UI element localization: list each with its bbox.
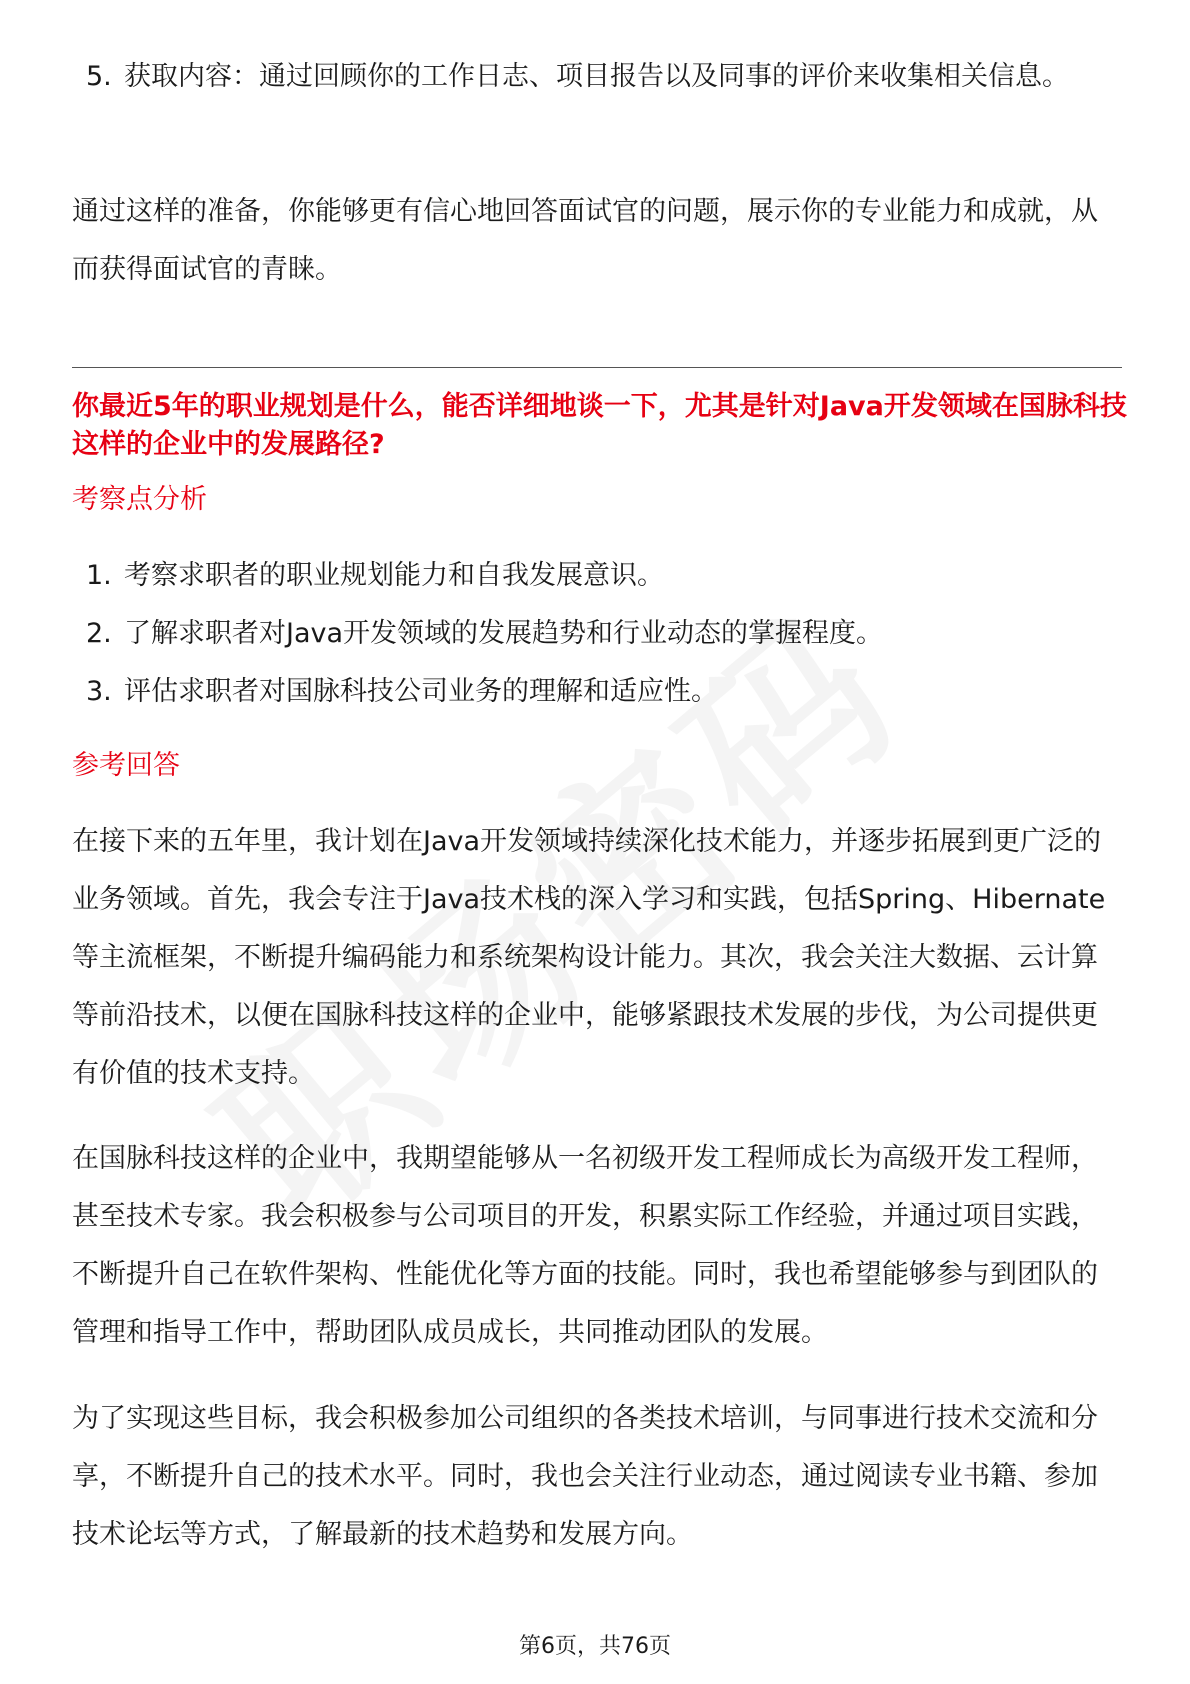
answer-paragraph: 为了实现这些目标，我会积极参加公司组织的各类技术培训，与同事进行技术交流和分享，不断提升自己的技术水平。同时，我也会关注行业动态，通过阅读专业书籍、参加技术论坛等方式，了解最新的技术趋势和发展方向。 <box>72 1403 1098 1550</box>
answer-paragraph-1-block <box>72 813 1122 1103</box>
list-item-text: 了解求职者对Java开发领域的发展趋势和行业动态的掌握程度。 <box>124 618 884 649</box>
list-item <box>72 547 1122 605</box>
list-item <box>72 48 1122 106</box>
top-list <box>72 48 1122 106</box>
list-item-number: 5. <box>86 61 112 92</box>
list-item-number: 1. <box>86 560 112 591</box>
analysis-heading: 考察点分析 <box>72 484 207 515</box>
list-item <box>72 605 1122 663</box>
answer-paragraph-3-block <box>72 1390 1122 1564</box>
list-item-text: 考察求职者的职业规划能力和自我发展意识。 <box>124 560 664 591</box>
list-item-number: 2. <box>86 618 112 649</box>
answer-paragraph-2-block <box>72 1130 1122 1362</box>
answer-paragraph: 在国脉科技这样的企业中，我期望能够从一名初级开发工程师成长为高级开发工程师，甚至技术专家。我会积极参与公司项目的开发，积累实际工作经验，并通过项目实践，不断提升自己在软件架构、性能优化等方面的技能。同时，我也希望能够参与到团队的管理和指导工作中，帮助团队成员成长，共同推动团队的发展。 <box>72 1143 1098 1348</box>
analysis-list <box>72 547 1122 721</box>
answer-heading: 参考回答 <box>72 750 180 781</box>
page-footer: 第6页，共76页 <box>519 1634 671 1659</box>
paragraph: 通过这样的准备，你能够更有信心地回答面试官的问题，展示你的专业能力和成就，从而获得面试官的青睐。 <box>72 196 1098 285</box>
list-item-number: 3. <box>86 676 112 707</box>
top-list-block <box>72 48 1122 106</box>
top-paragraph-block <box>72 183 1122 299</box>
answer-paragraph: 在接下来的五年里，我计划在Java开发领域持续深化技术能力，并逐步拓展到更广泛的业务领域。首先，我会专注于Java技术栈的深入学习和实践，包括Spring、Hibernate等主流框架，不断提升编码能力和系统架构设计能力。其次，我会关注大数据、云计算等前沿技术，以便在国脉科技这样的企业中，能够紧跟技术发展的步伐，为公司提供更有价值的技术支持。 <box>72 826 1106 1089</box>
analysis-list-block <box>72 547 1122 721</box>
list-item-text: 评估求职者对国脉科技公司业务的理解和适应性。 <box>124 676 718 707</box>
question-heading: 你最近5年的职业规划是什么，能否详细地谈一下，尤其是针对Java开发领域在国脉科技这样的企业中的发展路径? <box>72 391 1127 460</box>
list-item <box>72 663 1122 721</box>
divider <box>72 367 1122 368</box>
list-item-text: 获取内容：通过回顾你的工作日志、项目报告以及同事的评价来收集相关信息。 <box>124 61 1069 92</box>
